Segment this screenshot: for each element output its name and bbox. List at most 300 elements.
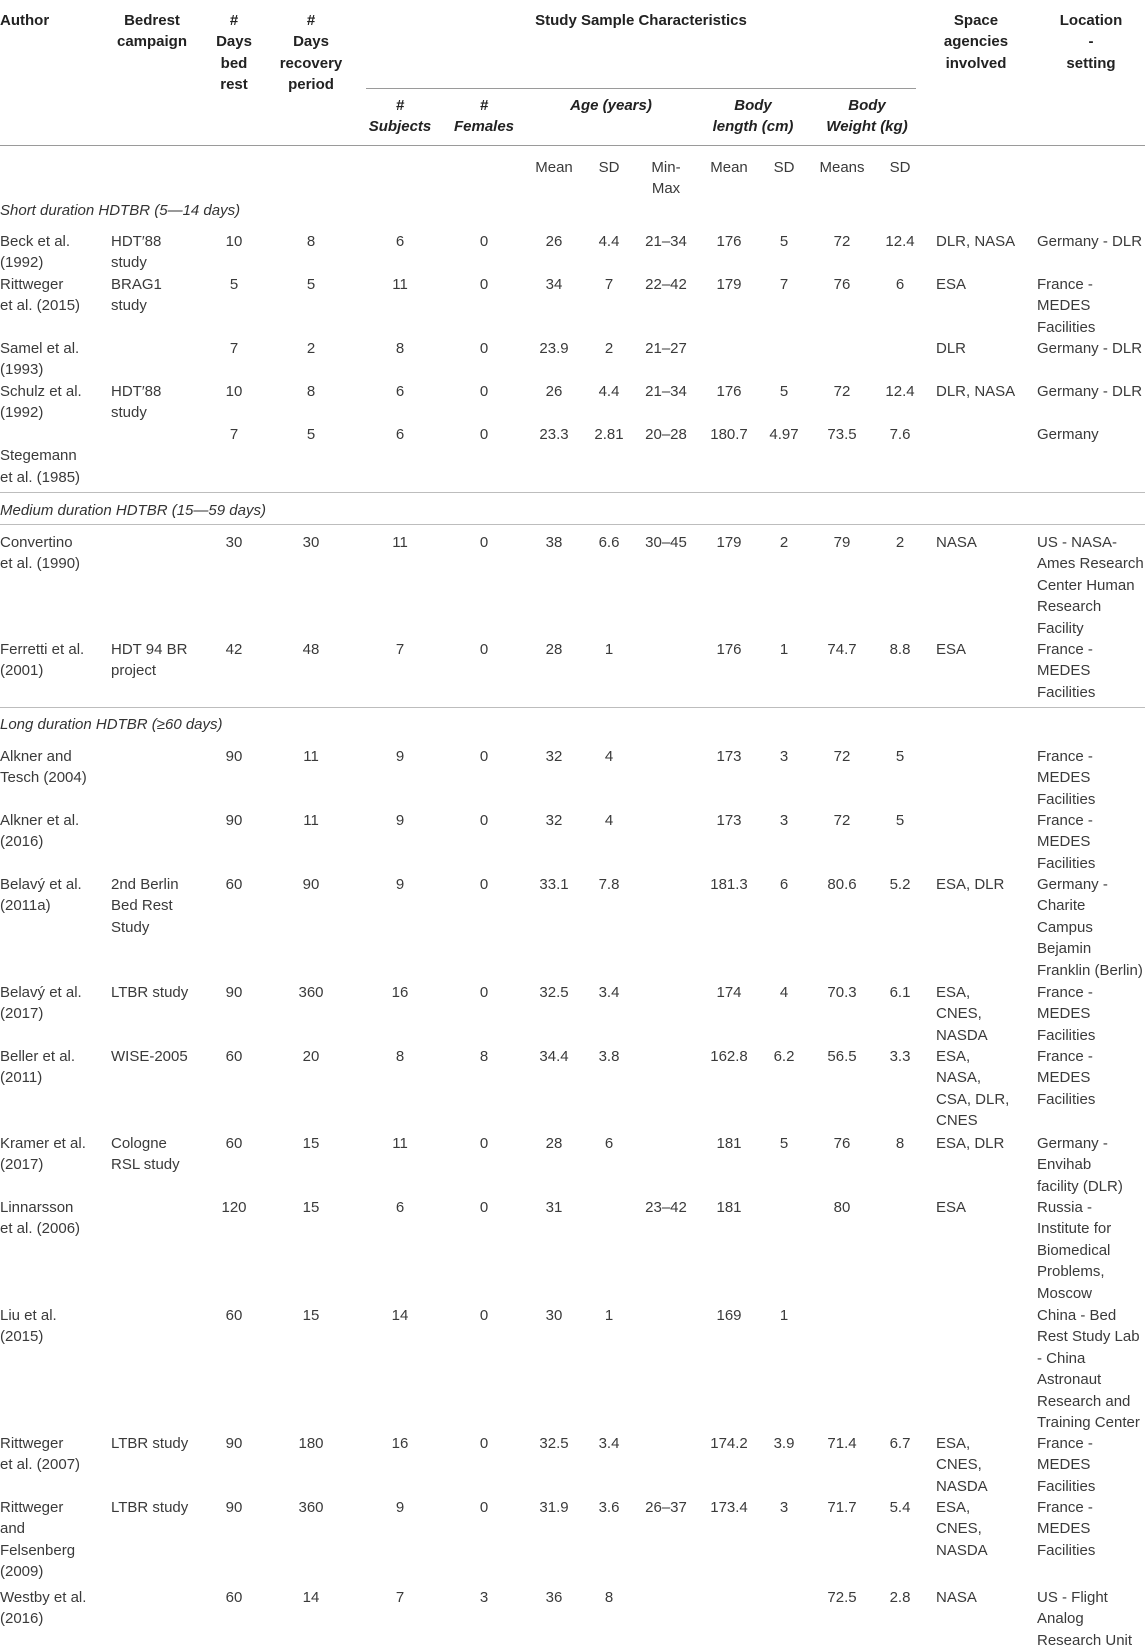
cell-campaign: Study [111,918,150,936]
cell-rec: 14 [302,1589,320,1606]
cell-location: Training Center [1037,1414,1140,1431]
cell-location: France - [1037,1435,1093,1452]
cell-location: MEDES [1037,1005,1091,1023]
cell-range: 26–37 [645,1499,687,1516]
cell-subj: 9 [395,1499,405,1516]
cell-wt: 73.5 [827,426,857,443]
cell-rec: 5 [306,426,316,443]
cell-location: MEDES [1037,1069,1091,1087]
cell-location: MEDES [1037,833,1091,851]
cell-fem: 0 [479,340,489,357]
cell-rec: 5 [306,276,316,293]
cell-location: Facilities [1037,790,1096,808]
col-header-location: setting [1066,54,1116,72]
col-header-days-recovery: # [306,12,316,29]
cell-space-agencies: DLR, NASA [936,233,1016,250]
cell-range: 20–28 [645,426,687,443]
cell-location: Germany [1037,426,1099,443]
cell-fem: 0 [479,383,489,400]
cell-campaign: Bed Rest [111,897,173,915]
cell-len: 176 [716,641,742,658]
col-header-females: # [479,97,489,114]
cell-wt-sd: 12.4 [885,233,915,250]
cell-bed: 7 [229,340,239,357]
cell-location: Charite [1037,897,1086,915]
cell-location: facility (DLR) [1037,1177,1123,1195]
cell-wt-sd: 2.8 [889,1589,911,1606]
cell-wt: 56.5 [827,1048,857,1065]
cell-bed: 120 [221,1199,247,1216]
col-header-days-recovery: recovery [279,54,343,72]
cell-rec: 15 [302,1135,320,1152]
cell-location: Biomedical [1037,1241,1111,1259]
cell-location: Analog [1037,1610,1084,1628]
cell-space-agencies: NASA [936,534,977,551]
cell-space-agencies: CNES, [936,1456,982,1474]
cell-wt: 74.7 [827,641,857,658]
cell-age-sd: 4 [604,812,614,829]
cell-fem: 0 [479,1499,489,1516]
cell-location: France - [1037,984,1093,1001]
cell-author: Rittweger [0,1435,64,1452]
cell-campaign: LTBR study [111,1435,189,1452]
cell-rec: 90 [302,876,320,893]
cell-space-agencies: NASDA [936,1477,988,1495]
cell-len: 173.4 [710,1499,748,1516]
cell-wt-sd: 7.6 [889,426,911,443]
cell-age: 26 [545,233,563,250]
cell-campaign: HDT 94 BR [111,641,188,658]
cell-bed: 60 [225,876,243,893]
cell-space-agencies: NASDA [936,1541,988,1559]
cell-author: et al. (1985) [0,468,81,486]
cell-wt-sd: 12.4 [885,383,915,400]
cell-wt: 72 [833,812,851,829]
cell-age-sd: 6.6 [598,534,620,551]
cell-subj: 9 [395,876,405,893]
cell-location: France - [1037,748,1093,765]
cell-fem: 0 [479,1135,489,1152]
cell-location: Facility [1037,619,1084,637]
cell-fem: 0 [479,641,489,658]
cell-author: Stegemann [0,447,77,465]
col-header-body-weight: Body [848,97,886,114]
cell-rec: 11 [303,812,319,829]
cell-location: France - [1037,641,1093,658]
cell-rec: 11 [303,748,319,765]
cell-subj: 11 [392,1135,408,1152]
cell-wt: 80 [833,1199,851,1216]
col-header-days-recovery: period [288,76,334,94]
cell-wt: 72.5 [827,1589,857,1606]
cell-space-agencies: ESA, [936,984,971,1001]
cell-wt: 70.3 [827,984,857,1001]
cell-age: 36 [545,1589,563,1606]
cell-location: Germany - DLR [1037,233,1143,250]
cell-len-sd: 6 [779,876,789,893]
col-header-body-weight: Weight (kg) [826,118,908,136]
cell-fem: 0 [479,1435,489,1452]
cell-bed: 90 [225,812,243,829]
cell-author: (1993) [0,361,44,379]
cell-rec: 8 [306,383,316,400]
cell-wt: 72 [833,233,851,250]
sub-header-weight-means: Means [819,159,865,176]
cell-age-sd: 3.4 [598,984,620,1001]
cell-subj: 8 [395,340,405,357]
cell-author: and [0,1520,26,1538]
cell-location: France - [1037,1499,1093,1516]
cell-age-sd: 6 [604,1135,614,1152]
cell-len-sd: 1 [779,1307,789,1324]
cell-fem: 0 [479,984,489,1001]
cell-age: 31 [545,1199,563,1216]
cell-location: Research [1037,598,1102,616]
cell-wt-sd: 6 [895,276,905,293]
cell-location: Franklin (Berlin) [1037,961,1143,979]
cell-space-agencies: ESA [936,641,967,658]
cell-len-sd: 5 [779,1135,789,1152]
cell-campaign: HDT′88 [111,233,162,250]
cell-author: Alkner and [0,748,72,765]
cell-len-sd: 1 [779,641,789,658]
col-header-days-bed-rest: bed [220,54,248,72]
cell-subj: 9 [395,812,405,829]
cell-location: MEDES [1037,1456,1091,1474]
cell-bed: 90 [225,1499,243,1516]
cell-author: (2001) [0,662,44,680]
cell-location: US - Flight [1037,1589,1108,1606]
cell-rec: 30 [302,534,320,551]
col-header-campaign: Bedrest [124,12,180,29]
cell-location: Germany - DLR [1037,383,1143,400]
cell-location: Institute for [1037,1220,1112,1238]
cell-location: France - [1037,1048,1093,1065]
cell-location: Envihab [1037,1156,1092,1174]
cell-bed: 60 [225,1048,243,1065]
cell-space-agencies: NASDA [936,1026,988,1044]
cell-wt-sd: 5.4 [889,1499,911,1516]
cell-campaign: RSL study [111,1156,180,1174]
cell-space-agencies: ESA [936,1199,967,1216]
cell-wt: 79 [833,534,851,551]
cell-range: 21–34 [645,233,687,250]
col-header-subjects: Subjects [368,118,432,136]
cell-author: Rittweger [0,276,64,293]
cell-author: et al. (1990) [0,555,81,573]
cell-campaign: LTBR study [111,984,189,1001]
cell-len: 162.8 [710,1048,748,1065]
col-header-space-agencies: agencies [943,33,1009,51]
cell-wt: 71.4 [827,1435,857,1452]
cell-fem: 8 [479,1048,489,1065]
col-header-days-bed-rest: # [229,12,239,29]
cell-author: (1992) [0,404,44,422]
cell-age-sd: 1 [604,1307,614,1324]
sub-header-age-minmax: Min- [651,159,681,176]
cell-len: 179 [716,276,742,293]
cell-len-sd: 3 [779,812,789,829]
cell-space-agencies: NASA [936,1589,977,1606]
cell-author: et al. (2006) [0,1220,81,1238]
cell-author: Beller et al. [0,1048,76,1065]
cell-location: - China [1037,1349,1086,1367]
cell-location: MEDES [1037,769,1091,787]
cell-author: (2011) [0,1069,43,1087]
cell-len: 179 [716,534,742,551]
cell-space-agencies: DLR, NASA [936,383,1016,400]
col-header-space-agencies: involved [945,54,1007,72]
cell-age-sd: 7.8 [598,876,620,893]
cell-wt-sd: 3.3 [889,1048,911,1065]
cell-wt: 76 [833,1135,851,1152]
cell-bed: 5 [229,276,239,293]
cell-location: Ames Research [1037,555,1144,573]
cell-age: 26 [545,383,563,400]
cell-len: 173 [716,812,742,829]
cell-bed: 10 [225,383,243,400]
cell-author: Tesch (2004) [0,769,87,787]
cell-space-agencies: CSA, DLR, [936,1090,1010,1108]
cell-location: Facilities [1037,683,1096,701]
cell-wt: 72 [833,748,851,765]
cell-age: 34 [545,276,563,293]
cell-bed: 42 [225,641,243,658]
cell-subj: 16 [391,984,409,1001]
sub-header-age-sd: SD [598,159,620,176]
cell-location: US - NASA- [1037,534,1118,551]
cell-author: (1992) [0,254,44,272]
sub-header-age-minmax: Max [651,180,681,198]
header-divider [0,145,1145,146]
sub-header-weight-sd: SD [889,159,911,176]
cell-wt-sd: 5.2 [889,876,911,893]
cell-location: Russia - [1037,1199,1093,1216]
cell-len-sd: 2 [779,534,789,551]
cell-author: (2011a) [0,897,51,915]
cell-age: 23.3 [539,426,569,443]
section-caption-short: Short duration HDTBR (5—14 days) [0,202,241,219]
cell-bed: 30 [225,534,243,551]
cell-age-sd: 7 [604,276,614,293]
cell-location: Campus [1037,918,1093,936]
cell-location: France - [1037,276,1093,293]
cell-location: Germany - DLR [1037,340,1143,357]
cell-rec: 15 [302,1307,320,1324]
cell-rec: 15 [302,1199,320,1216]
cell-location: Bejamin [1037,940,1092,958]
cell-space-agencies: CNES, [936,1005,982,1023]
cell-fem: 0 [479,534,489,551]
cell-subj: 6 [395,233,405,250]
cell-len: 180.7 [710,426,748,443]
cell-bed: 60 [225,1135,243,1152]
cell-len-sd: 7 [779,276,789,293]
cell-rec: 20 [302,1048,320,1065]
cell-space-agencies: ESA, [936,1435,971,1452]
cell-space-agencies: ESA, [936,1499,971,1516]
sub-header-length-mean: Mean [710,159,748,176]
cell-age-sd: 3.8 [598,1048,620,1065]
col-header-author: Author [0,12,50,29]
cell-bed: 7 [229,426,239,443]
sub-header-age-mean: Mean [535,159,573,176]
section-divider [0,707,1145,708]
cell-bed: 60 [225,1307,243,1324]
cell-len-sd: 5 [779,233,789,250]
section-caption-medium: Medium duration HDTBR (15—59 days) [0,502,266,519]
section-caption-long: Long duration HDTBR (≥60 days) [0,716,223,733]
cell-len: 176 [716,383,742,400]
cell-age: 33.1 [539,876,569,893]
cell-len: 174 [716,984,742,1001]
section-divider [0,492,1145,493]
cell-author: Ferretti et al. [0,641,85,658]
cell-author: Alkner et al. [0,812,80,829]
cell-author: Belavý et al. [0,984,82,1001]
col-header-body-length: length (cm) [712,118,794,136]
cell-age-sd: 2 [604,340,614,357]
cell-fem: 0 [479,276,489,293]
cell-rec: 8 [306,233,316,250]
cell-bed: 90 [225,1435,243,1452]
cell-age: 32 [545,812,563,829]
cell-campaign: 2nd Berlin [111,876,179,893]
cell-fem: 0 [479,812,489,829]
cell-age: 32.5 [539,984,569,1001]
cell-author: (2015) [0,1328,44,1346]
cell-space-agencies: DLR [936,340,967,357]
cell-wt-sd: 8.8 [889,641,911,658]
cell-age: 32.5 [539,1435,569,1452]
col-header-study-sample: Study Sample Characteristics [535,12,747,29]
cell-wt-sd: 6.1 [889,984,911,1001]
col-header-space-agencies: Space [953,12,999,29]
cell-fem: 0 [479,876,489,893]
cell-range: 21–27 [645,340,687,357]
cell-location: MEDES [1037,1520,1091,1538]
cell-wt: 72 [833,383,851,400]
cell-space-agencies: ESA, DLR [936,1135,1005,1152]
cell-campaign: HDT′88 [111,383,162,400]
cell-location: Facilities [1037,1026,1096,1044]
cell-author: (2016) [0,833,44,851]
cell-subj: 6 [395,383,405,400]
sub-header-length-sd: SD [773,159,795,176]
cell-age: 28 [545,1135,563,1152]
col-header-subjects: # [395,97,405,114]
cell-wt-sd: 5 [895,812,905,829]
cell-space-agencies: NASA, [936,1069,982,1087]
cell-author: Rittweger [0,1499,64,1516]
cell-age-sd: 4.4 [598,383,620,400]
cell-bed: 90 [225,984,243,1001]
cell-author: (2016) [0,1610,44,1628]
cell-len-sd: 4 [779,984,789,1001]
cell-fem: 0 [479,233,489,250]
cell-age: 38 [545,534,563,551]
cell-location: MEDES [1037,662,1091,680]
cell-rec: 360 [298,984,324,1001]
cell-rec: 180 [298,1435,324,1452]
cell-wt: 76 [833,276,851,293]
cell-subj: 16 [391,1435,409,1452]
cell-len: 181 [716,1135,742,1152]
cell-location: Facilities [1037,1541,1096,1559]
col-header-age: Age (years) [570,97,652,114]
cell-author: Samel et al. [0,340,80,357]
cell-age: 23.9 [539,340,569,357]
cell-age-sd: 3.4 [598,1435,620,1452]
cell-author: Felsenberg [0,1541,76,1559]
cell-campaign: LTBR study [111,1499,189,1516]
cell-subj: 8 [395,1048,405,1065]
cell-age: 30 [545,1307,563,1324]
cell-fem: 0 [479,1199,489,1216]
cell-rec: 2 [306,340,316,357]
cell-len: 169 [716,1307,742,1324]
cell-len: 173 [716,748,742,765]
cell-space-agencies: CNES [936,1112,978,1130]
col-header-location: - [1088,33,1094,51]
cell-space-agencies: ESA [936,276,967,293]
cell-location: Astronaut [1037,1371,1102,1389]
cell-author: (2009) [0,1563,44,1581]
cell-campaign: study [111,254,147,272]
cell-range: 22–42 [645,276,687,293]
cell-location: Rest Study Lab [1037,1328,1140,1346]
cell-wt-sd: 5 [895,748,905,765]
cell-subj: 11 [392,534,408,551]
col-header-days-bed-rest: Days [216,33,252,51]
cell-author: (2017) [0,1005,44,1023]
cell-author: (2017) [0,1156,44,1174]
cell-wt-sd: 8 [895,1135,905,1152]
cell-location: Problems, [1037,1263,1105,1281]
cell-wt-sd: 6.7 [889,1435,911,1452]
cell-subj: 6 [395,426,405,443]
col-header-days-bed-rest: rest [220,76,248,94]
cell-len-sd: 3.9 [773,1435,795,1452]
cell-range: 30–45 [645,534,687,551]
cell-campaign: Cologne [111,1135,167,1152]
cell-fem: 0 [479,426,489,443]
cell-location: Center Human [1037,576,1135,594]
cell-len: 176 [716,233,742,250]
cell-range: 21–34 [645,383,687,400]
cell-rec: 360 [298,1499,324,1516]
cell-campaign: study [111,297,147,315]
cell-author: Belavý et al. [0,876,82,893]
cell-location: China - Bed [1037,1307,1117,1324]
cell-len-sd: 3 [779,748,789,765]
cell-len-sd: 5 [779,383,789,400]
cell-location: Moscow [1037,1284,1093,1302]
cell-age-sd: 1 [604,641,614,658]
cell-len: 181.3 [710,876,748,893]
cell-fem: 0 [479,748,489,765]
section-divider [0,524,1145,525]
cell-location: Facilities [1037,1090,1096,1108]
cell-age: 31.9 [539,1499,569,1516]
cell-campaign: study [111,404,147,422]
cell-author: Westby et al. [0,1589,87,1606]
cell-age: 28 [545,641,563,658]
cell-bed: 60 [225,1589,243,1606]
cell-space-agencies: ESA, [936,1048,971,1065]
cell-wt: 80.6 [827,876,857,893]
cell-space-agencies: ESA, DLR [936,876,1005,893]
